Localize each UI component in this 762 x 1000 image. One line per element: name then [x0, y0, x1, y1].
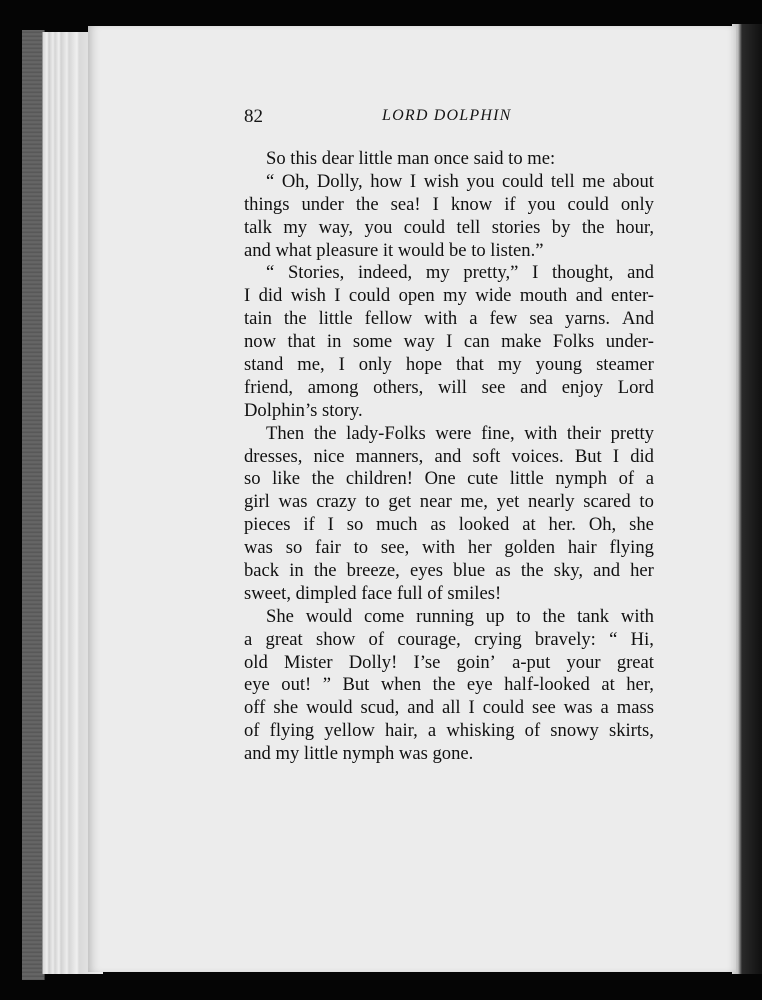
- text-line: eye out! ” But when the eye half-looked at her,: [244, 674, 654, 696]
- text-line: She would come running up to the tank with: [266, 605, 654, 627]
- text-line: old Mister Dolly! I’se goin’ a-put your great: [244, 651, 654, 673]
- body-text: [244, 148, 654, 766]
- text-line: stand me, I only hope that my young steamer: [244, 354, 654, 376]
- running-title: LORD DOLPHIN: [382, 107, 512, 124]
- text-line: so like the children! One cute little nymph of a: [244, 468, 654, 490]
- text-line: “ Oh, Dolly, how I wish you could tell me about: [266, 170, 654, 192]
- text-line: girl was crazy to get near me, yet nearly scared to: [244, 491, 654, 513]
- text-line: talk my way, you could tell stories by the hour,: [244, 216, 654, 238]
- text-line: Dolphin’s story.: [244, 399, 363, 421]
- text-line: dresses, nice manners, and soft voices. But I did: [244, 445, 654, 467]
- text-line: off she would scud, and all I could see was a mass: [244, 697, 654, 719]
- text-line: of flying yellow hair, a whisking of snowy skirts,: [244, 720, 654, 742]
- text-line: sweet, dimpled face full of smiles!: [244, 582, 502, 604]
- right-page-edge: [732, 24, 762, 974]
- text-line: and what pleasure it would be to listen.”: [244, 239, 544, 261]
- text-line: friend, among others, will see and enjoy Lord: [244, 376, 654, 398]
- text-line: and my little nymph was gone.: [244, 743, 474, 765]
- text-line: I did wish I could open my wide mouth and enter-: [244, 285, 654, 307]
- text-line: was so fair to see, with her golden hair flying: [244, 537, 654, 559]
- text-line: Then the lady-Folks were fine, with their pretty: [266, 422, 654, 444]
- page-number: 82: [244, 106, 263, 127]
- text-line: things under the sea! I know if you could only: [244, 193, 654, 215]
- text-line: back in the breeze, eyes blue as the sky, and her: [244, 560, 654, 582]
- text-line: a great show of courage, crying bravely: “ Hi,: [244, 628, 654, 650]
- text-line: “ Stories, indeed, my pretty,” I thought, and: [266, 262, 654, 284]
- text-line: now that in some way I can make Folks under-: [244, 331, 654, 353]
- text-line: pieces if I so much as looked at her. Oh, she: [244, 514, 654, 536]
- text-line: tain the little fellow with a few sea yarns. And: [244, 308, 654, 330]
- text-line: So this dear little man once said to me:: [266, 148, 556, 169]
- page-header: [244, 106, 654, 132]
